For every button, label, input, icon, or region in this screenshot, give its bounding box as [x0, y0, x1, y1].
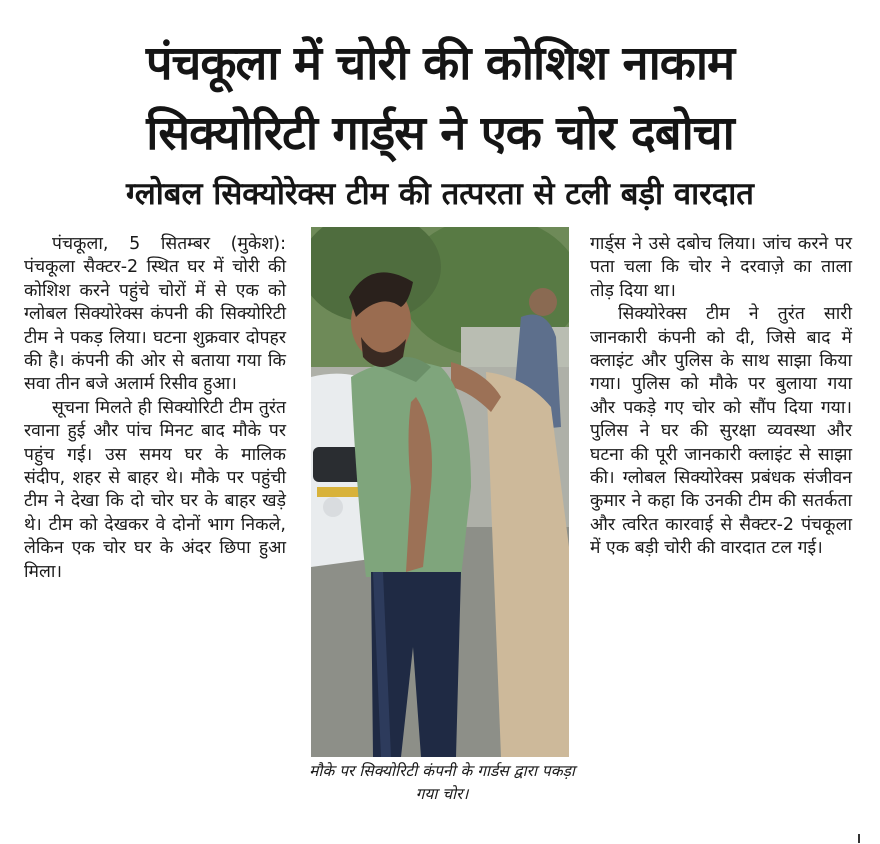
news-photo — [311, 227, 569, 757]
photo-caption: मौके पर सिक्योरिटी कंपनी के गार्डस द्वारा पकड़ा गया चोर। — [309, 762, 575, 803]
article-paragraph: सिक्योरेक्स टीम ने तुरंत सारी जानकारी कंपनी को दी, जिसे बाद में क्लाइंट और पुलिस के साथ साझा किया गया। पुलिस को मौके पर बुलाया गया और पकड़े गए चोर को सौंप दिया गया। पुलिस ने घर की सुरक्षा व्यवस्था और घटना की पूरी जानकारी क्लाइंट से साझा की। ग्लोबल सिक्योरेक्स प्रबंधक संजीवन कुमार ने कहा कि उनकी टीम की सतर्कता और त्वरित कारवाई से सैक्टर-2 पंचकूला में एक बड़ी चोरी की वारदात टल गई। — [590, 304, 852, 559]
article-paragraph: गार्ड्स ने उसे दबोच लिया। जांच करने पर पता चला कि चोर ने दरवाज़े का ताला तोड़ दिया था। — [590, 234, 852, 301]
column-edge-mark — [858, 834, 860, 843]
article-right-column — [590, 233, 852, 561]
headline-line-1: पंचकूला में चोरी की कोशिश नाकाम — [145, 36, 735, 91]
thief-photo-illustration — [311, 227, 569, 757]
article-paragraph: सूचना मिलते ही सिक्योरिटी टीम तुरंत रवाना हुई और पांच मिनट बाद मौके पर पहुंच गई। उस समय घर के मालिक संदीप, शहर से बाहर थे। मौके पर पहुंची टीम ने देखा कि दो चोर घर के बाहर खड़े थे। टीम को देखकर वे दोनों भाग निकले, लेकिन एक चोर घर के अंदर छिपा हुआ मिला। — [24, 397, 286, 582]
headline-line-2: सिक्योरिटी गार्ड्स ने एक चोर दबोचा — [146, 106, 734, 161]
article-paragraph: पंचकूला, 5 सितम्बर (मुकेश): पंचकूला सैक्टर-2 स्थित घर में चोरी की कोशिश करने पहुंचे चोरों में से एक को ग्लोबल सिक्योरेक्स कंपनी की सिक्योरिटी टीम ने पकड़ लिया। घटना शुक्रवार दोपहर की है। कंपनी की ओर से बताया गया कि सवा तीन बजे अलार्म रिसीव हुआ। — [24, 234, 286, 395]
article-left-column — [24, 233, 286, 584]
subheading: ग्लोबल सिक्योरेक्स टीम की तत्परता से टली बड़ी वारदात — [126, 176, 754, 212]
